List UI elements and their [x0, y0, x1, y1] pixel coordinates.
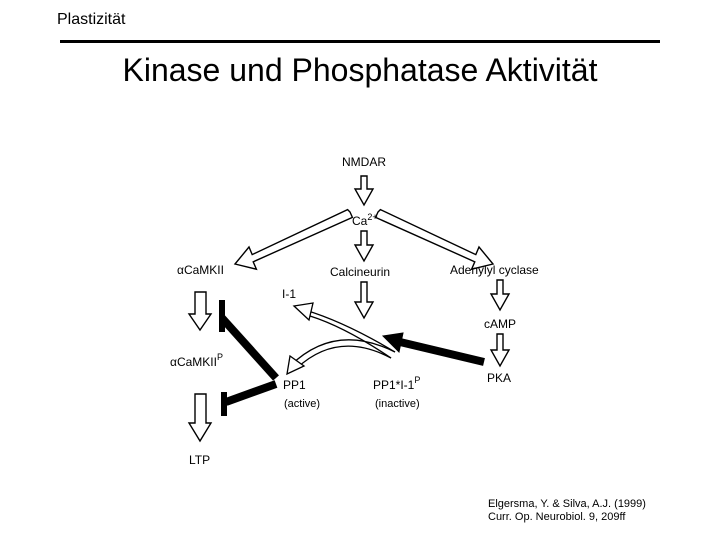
node-ltp: LTP [189, 453, 211, 467]
inhibit-camkii-pp1 [222, 318, 276, 378]
arrow-ca-calcineurin [355, 231, 373, 261]
header-label: Plastizität [57, 11, 126, 28]
arrow-adenylyl-camp [491, 280, 509, 310]
pka-arrowhead [383, 333, 403, 352]
node-camkii: αCaMKII [177, 263, 224, 277]
arrowhead-to-i1 [294, 303, 313, 320]
page-title: Kinase und Phosphatase Aktivität [122, 52, 598, 88]
node-i1: I-1 [282, 287, 297, 301]
arrow-ca-adenylyl [376, 210, 493, 270]
node-camp: cAMP [484, 317, 517, 331]
citation-line-1: Elgersma, Y. & Silva, A.J. (1999) [488, 498, 646, 510]
inhibit-pp1-ltp [226, 384, 276, 402]
node-adenylyl-cyclase: Adenylyl cyclase [450, 263, 539, 277]
node-pp1-state: (active) [284, 398, 321, 410]
citation-line-2: Curr. Op. Neurobiol. 9, 209ff [488, 511, 626, 523]
pka-arrow [400, 342, 484, 362]
citation [488, 498, 646, 524]
arrow-nmdar-ca [355, 176, 373, 205]
node-camkii-p: αCaMKII$^P$ [170, 352, 223, 369]
node-nmdar: NMDAR [342, 155, 386, 169]
node-pp1-i1p: $PP1*I-1^P$ [373, 375, 421, 392]
arrowhead-to-pp1 [287, 356, 304, 374]
node-pp1-i1p-state: (inactive) [375, 398, 420, 410]
node-ca: $Ca^{2+}$ [352, 212, 378, 228]
node-pp1: PP1 [283, 378, 306, 392]
node-calcineurin: Calcineurin [330, 265, 391, 279]
arrow-ca-camkii [235, 210, 352, 270]
node-pka: PKA [487, 371, 512, 385]
arrow-camp-pka [491, 334, 509, 366]
arrow-calcineurin-complex [355, 282, 373, 318]
arrow-camkiip-ltp [189, 394, 211, 441]
arrow-camkii-camkiip [189, 292, 211, 330]
